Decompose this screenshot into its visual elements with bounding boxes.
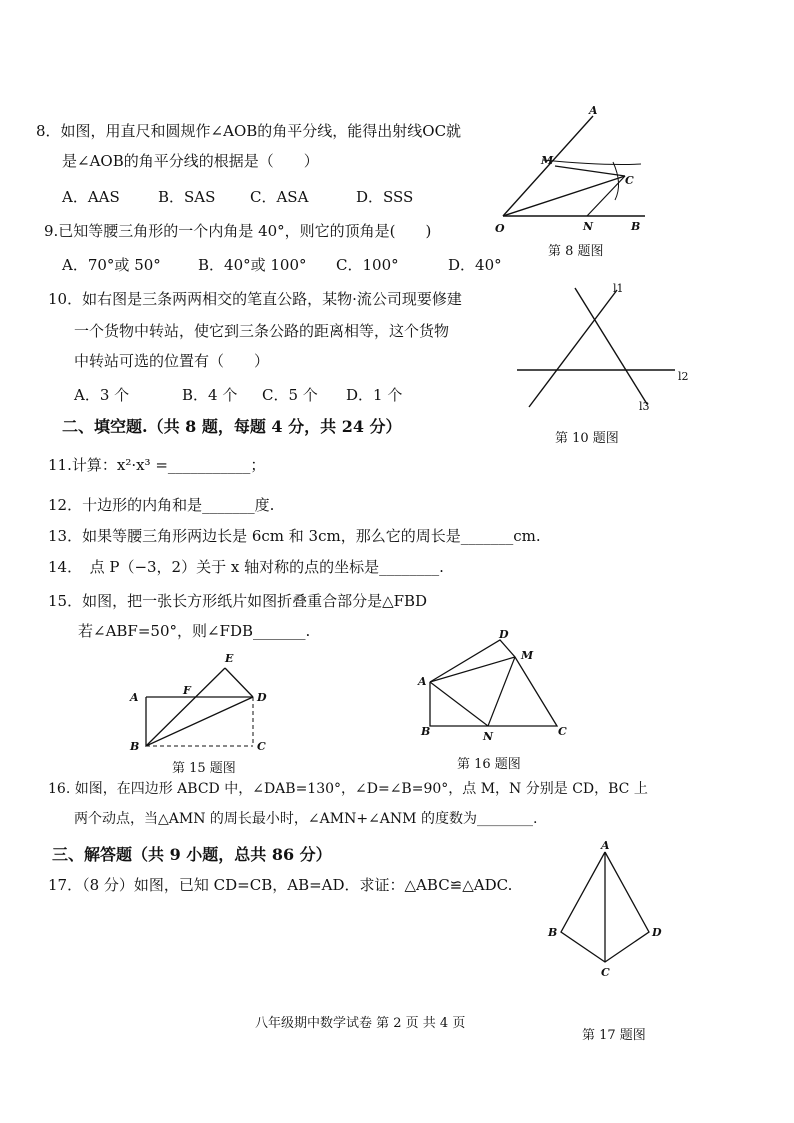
q8-line1: 8．如图，用直尺和圆规作∠AOB的角平分线，能得出射线OC就 — [36, 122, 462, 140]
q16-label-b: B — [421, 725, 431, 738]
q16-label-n: N — [483, 730, 494, 743]
q8-figure-caption: 第 8 题图 — [548, 244, 604, 259]
q17-label-a: A — [601, 839, 610, 852]
q10-figure — [515, 282, 705, 417]
q10-option-a: A．3 个 — [74, 386, 130, 404]
q15-label-b: B — [130, 740, 140, 753]
q8-option-a: A．AAS — [62, 188, 120, 206]
q15-label-d: D — [257, 691, 267, 704]
q17-label-d: D — [652, 926, 662, 939]
q16-label-c: C — [558, 725, 567, 738]
q8-figure — [485, 104, 655, 238]
q17-label-b: B — [548, 926, 558, 939]
q8-line2: 是∠AOB的角平分线的根据是（ ） — [62, 152, 319, 170]
q15-label-a: A — [130, 691, 139, 704]
page-footer: 八年级期中数学试卷 第 2 页 共 4 页 — [255, 1016, 466, 1031]
q10-option-d: D．1 个 — [346, 386, 403, 404]
q8-label-n: N — [583, 220, 594, 233]
q14-text: 14． 点 P（−3，2）关于 x 轴对称的点的坐标是________. — [48, 558, 444, 576]
q16-label-m: M — [521, 649, 534, 662]
q9-option-c: C．100° — [336, 256, 399, 274]
q15-figure — [125, 650, 275, 760]
q11-text: 11.计算：x²·x³ =___________； — [48, 456, 266, 474]
q8-label-a: A — [589, 104, 598, 117]
q15-line1: 15．如图，把一张长方形纸片如图折叠重合部分是△FBD — [48, 592, 428, 610]
q16-figure-caption: 第 16 题图 — [457, 757, 521, 772]
q15-label-c: C — [257, 740, 266, 753]
q13-text: 13．如果等腰三角形两边长是 6cm 和 3cm，那么它的周长是_______cm. — [48, 527, 541, 545]
q16-line1: 16. 如图，在四边形 ABCD 中，∠DAB=130°，∠D=∠B=90°，点 M，N 分别是 CD，BC 上 — [48, 781, 648, 797]
section2-heading: 二、填空题.（共 8 题，每题 4 分，共 24 分） — [62, 417, 402, 436]
q10-option-b: B．4 个 — [182, 386, 238, 404]
q17-figure-caption: 第 17 题图 — [582, 1028, 646, 1043]
q9-stem: 9.已知等腰三角形的一个内角是 40°，则它的顶角是( ) — [44, 222, 432, 240]
q10-option-c: C．5 个 — [262, 386, 318, 404]
section3-heading: 三、解答题（共 9 小题，总共 86 分） — [52, 845, 332, 864]
q15-label-f: F — [183, 684, 191, 697]
q9-option-d: D．40° — [448, 256, 502, 274]
q10-label-l3: l3 — [639, 400, 650, 413]
q10-line2: 一个货物中转站，使它到三条公路的距离相等，这个货物 — [74, 322, 450, 340]
q8-label-o: O — [495, 222, 505, 235]
q10-figure-caption: 第 10 题图 — [555, 431, 619, 446]
q17-text: 17．（8 分）如图，已知 CD=CB，AB=AD．求证：△ABC≌△ADC. — [48, 876, 513, 894]
q16-label-a: A — [418, 675, 427, 688]
q10-label-l1: l1 — [613, 282, 624, 295]
q15-figure-caption: 第 15 题图 — [172, 761, 236, 776]
q12-text: 12．十边形的内角和是_______度. — [48, 496, 275, 514]
q10-label-l2: l2 — [678, 370, 689, 383]
q8-option-c: C．ASA — [250, 188, 309, 206]
q8-label-m: M — [541, 154, 554, 167]
q9-option-b: B．40°或 100° — [198, 256, 307, 274]
q10-line1: 10．如右图是三条两两相交的笔直公路，某物·流公司现要修建 — [48, 290, 462, 308]
q8-label-b: B — [631, 220, 641, 233]
q8-option-b: B．SAS — [158, 188, 216, 206]
q8-label-c: C — [625, 174, 634, 187]
q15-label-e: E — [225, 652, 234, 665]
q16-label-d: D — [499, 628, 509, 641]
q16-figure — [415, 628, 580, 743]
q15-line2: 若∠ABF=50°，则∠FDB_______. — [78, 622, 311, 640]
q9-option-a: A．70°或 50° — [62, 256, 161, 274]
q10-line3: 中转站可选的位置有（ ） — [74, 352, 270, 370]
q16-line2: 两个动点，当△AMN 的周长最小时，∠AMN+∠ANM 的度数为________. — [74, 811, 538, 827]
q17-figure — [545, 840, 670, 980]
q8-option-d: D．SSS — [356, 188, 414, 206]
q17-label-c: C — [601, 966, 610, 979]
